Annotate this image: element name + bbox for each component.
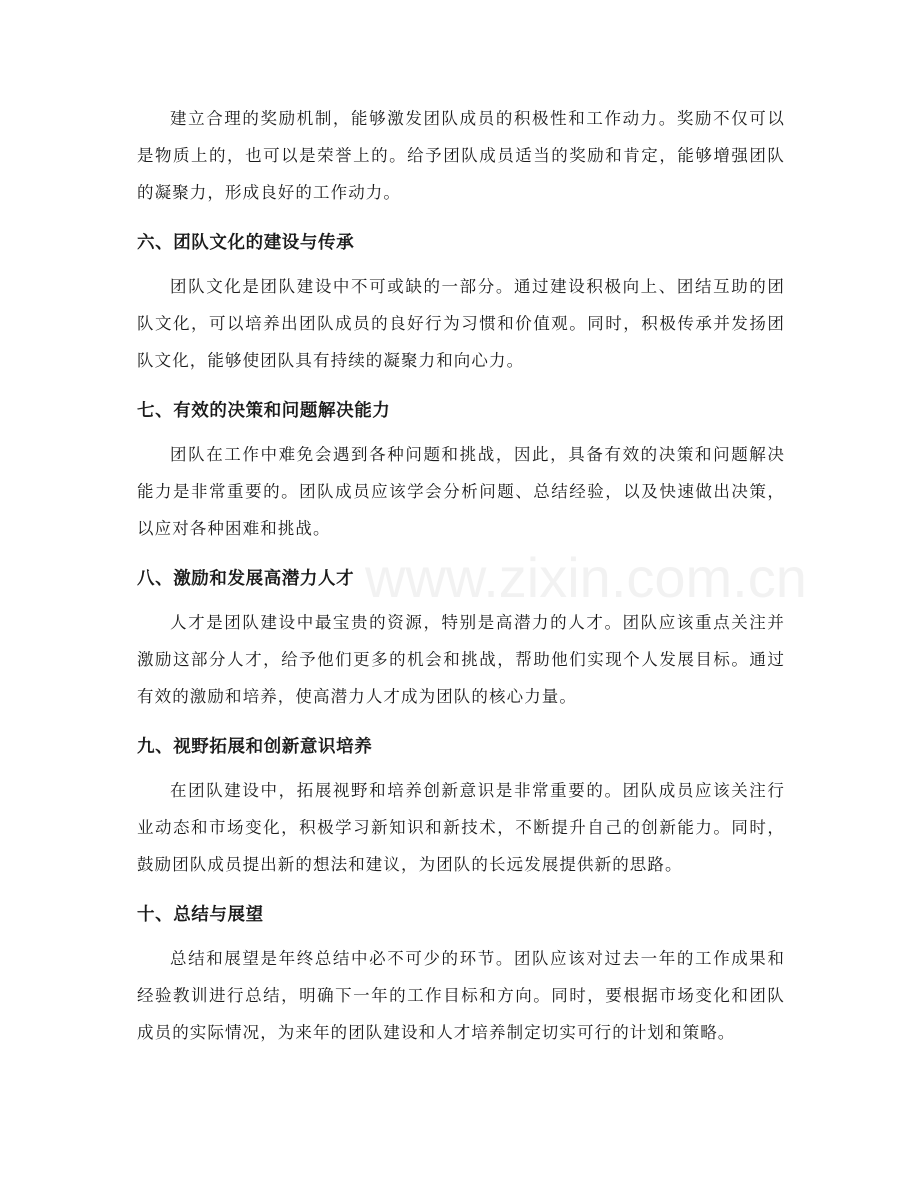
section-body-6: 团队文化是团队建设中不可或缺的一部分。通过建设积极向上、团结互助的团队文化，可以培养出团队成员的良好行为习惯和价值观。同时，积极传承并发扬团队文化，能够使团队具有持续的凝聚力和向心力。 [137,277,785,370]
section-heading-9: 九、视野拓展和创新意识培养 [137,737,373,757]
document-body [137,100,807,1051]
section-body-10: 总结和展望是年终总结中必不可少的环节。团队应该对过去一年的工作成果和经验教训进行总结，明确下一年的工作目标和方向。同时，要根据市场变化和团队成员的实际情况，为来年的团队建设和人才培养制定切实可行的计划和策略。 [137,949,785,1042]
section-heading-7: 七、有效的决策和问题解决能力 [137,401,391,421]
section-heading-6: 六、团队文化的建设与传承 [137,233,355,253]
section-heading-10: 十、总结与展望 [137,905,264,925]
section-body-7: 团队在工作中难免会遇到各种问题和挑战，因此，具备有效的决策和问题解决能力是非常重要的。团队成员应该学会分析问题、总结经验，以及快速做出决策，以应对各种困难和挑战。 [137,445,785,538]
section-body-9: 在团队建设中，拓展视野和培养创新意识是非常重要的。团队成员应该关注行业动态和市场变化，积极学习新知识和新技术，不断提升自己的创新能力。同时，鼓励团队成员提出新的想法和建议，为团队的长远发展提供新的思路。 [137,781,785,874]
section-heading-8: 八、激励和发展高潜力人才 [137,569,355,589]
intro-paragraph: 建立合理的奖励机制，能够激发团队成员的积极性和工作动力。奖励不仅可以是物质上的，也可以是荣誉上的。给予团队成员适当的奖励和肯定，能够增强团队的凝聚力，形成良好的工作动力。 [137,109,785,202]
watermark-text: www.zixin.com.cn [365,546,807,609]
section-body-8: 人才是团队建设中最宝贵的资源，特别是高潜力的人才。团队应该重点关注并激励这部分人才，给予他们更多的机会和挑战，帮助他们实现个人发展目标。通过有效的激励和培养，使高潜力人才成为团队的核心力量。 [137,613,785,706]
